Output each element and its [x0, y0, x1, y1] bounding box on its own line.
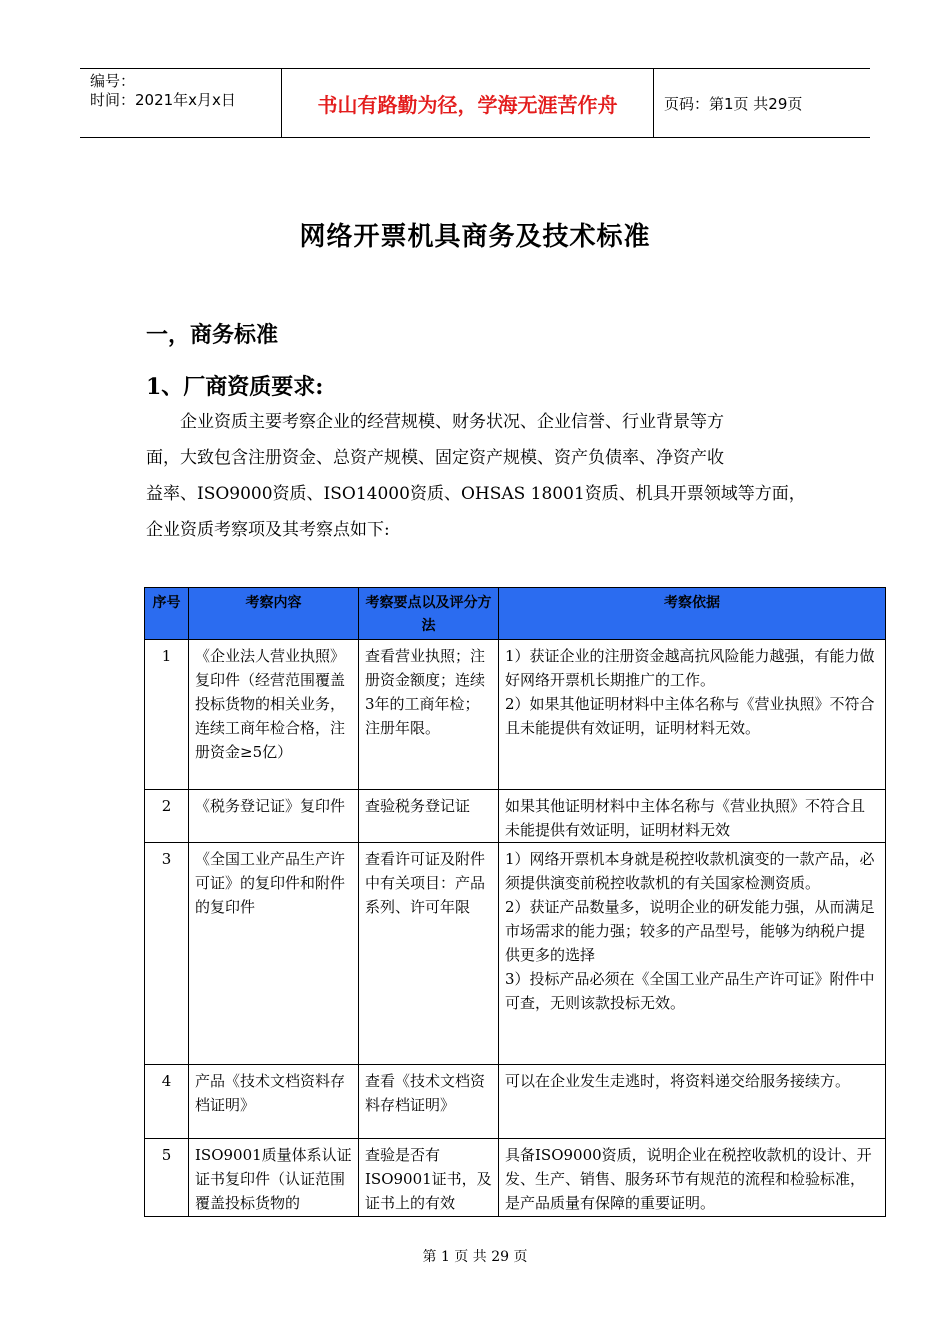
- intro-line: 面，大致包含注册资金、总资产规模、固定资产规模、资产负债率、净资产收: [146, 448, 724, 468]
- header-meta: [80, 69, 282, 137]
- row-no: 2: [145, 790, 189, 843]
- row-basis: 如果其他证明材料中主体名称与《营业执照》不符合且未能提供有效证明，证明材料无效: [499, 790, 886, 843]
- document-title: 网络开票机具商务及技术标准: [299, 222, 651, 252]
- intro-line: 企业资质考察项及其考察点如下:: [146, 520, 390, 540]
- row-points: 查验是否有ISO9001证书，及证书上的有效: [359, 1139, 499, 1217]
- row-no: 4: [145, 1065, 189, 1139]
- col-header-points: 考察要点以及评分方法: [359, 588, 499, 640]
- col-header-content: 考察内容: [189, 588, 359, 640]
- row-basis: 可以在企业发生走逃时，将资料递交给服务接续方。: [499, 1065, 886, 1139]
- page-footer: 第 1 页 共 29 页: [422, 1249, 528, 1265]
- header-time: 时间：2021年x月x日: [90, 91, 236, 109]
- row-points: 查看《技术文档资料存档证明》: [359, 1065, 499, 1139]
- row-basis: 具备ISO9000资质，说明企业在税控收款机的设计、开发、生产、销售、服务环节有规范的流程和检验标准，是产品质量有保障的重要证明。: [499, 1139, 886, 1217]
- intro-line: 益率、ISO9000资质、ISO14000资质、OHSAS 18001资质、机具开票领域等方面，: [146, 484, 806, 504]
- row-points: 查看营业执照；注册资金额度；连续3年的工商年检；注册年限。: [359, 640, 499, 790]
- table-row: [145, 1139, 886, 1217]
- table-row: [145, 640, 886, 790]
- header-page-info: 页码：第1页 共29页: [664, 94, 803, 113]
- section-heading-qualification: 1、厂商资质要求:: [146, 374, 324, 400]
- table-row: [145, 843, 886, 1065]
- row-no: 5: [145, 1139, 189, 1217]
- row-content: 《税务登记证》复印件: [189, 790, 359, 843]
- row-basis: 1）获证企业的注册资金越高抗风险能力越强，有能力做好网络开票机长期推广的工作。 2）如果其他证明材料中主体名称与《营业执照》不符合且未能提供有效证明，证明材料无效。: [499, 640, 886, 790]
- row-content: 产品《技术文档资料存档证明》: [189, 1065, 359, 1139]
- qualification-table: [144, 587, 886, 1217]
- row-points: 查看许可证及附件中有关项目：产品系列、许可年限: [359, 843, 499, 1065]
- header-motto: 书山有路勤为径，学海无涯苦作舟: [282, 69, 654, 137]
- row-content: ISO9001质量体系认证证书复印件（认证范围覆盖投标货物的: [189, 1139, 359, 1217]
- table-row: [145, 790, 886, 843]
- col-header-no: 序号: [145, 588, 189, 640]
- row-content: 《企业法人营业执照》复印件（经营范围覆盖投标货物的相关业务，连续工商年检合格，注册资金≥5亿）: [189, 640, 359, 790]
- row-no: 3: [145, 843, 189, 1065]
- header-number: 编号：: [90, 72, 136, 90]
- intro-paragraph: [146, 404, 816, 548]
- row-content: 《全国工业产品生产许可证》的复印件和附件的复印件: [189, 843, 359, 1065]
- col-header-basis: 考察依据: [499, 588, 886, 640]
- row-no: 1: [145, 640, 189, 790]
- page-header: [80, 68, 870, 138]
- table-row: [145, 1065, 886, 1139]
- row-points: 查验税务登记证: [359, 790, 499, 843]
- section-heading-business: 一，商务标准: [146, 322, 279, 348]
- row-basis: 1）网络开票机本身就是税控收款机演变的一款产品，必须提供演变前税控收款机的有关国家检测资质。 2）获证产品数量多，说明企业的研发能力强，从而满足市场需求的能力强；较多的产品型号，能够为纳税户提供更多的选择 3）投标产品必须在《全国工业产品生产许可证》附件中可查，无则该款投标无效。: [499, 843, 886, 1065]
- intro-line: 企业资质主要考察企业的经营规模、财务状况、企业信誉、行业背景等方: [146, 412, 724, 432]
- table-header-row: [145, 588, 886, 640]
